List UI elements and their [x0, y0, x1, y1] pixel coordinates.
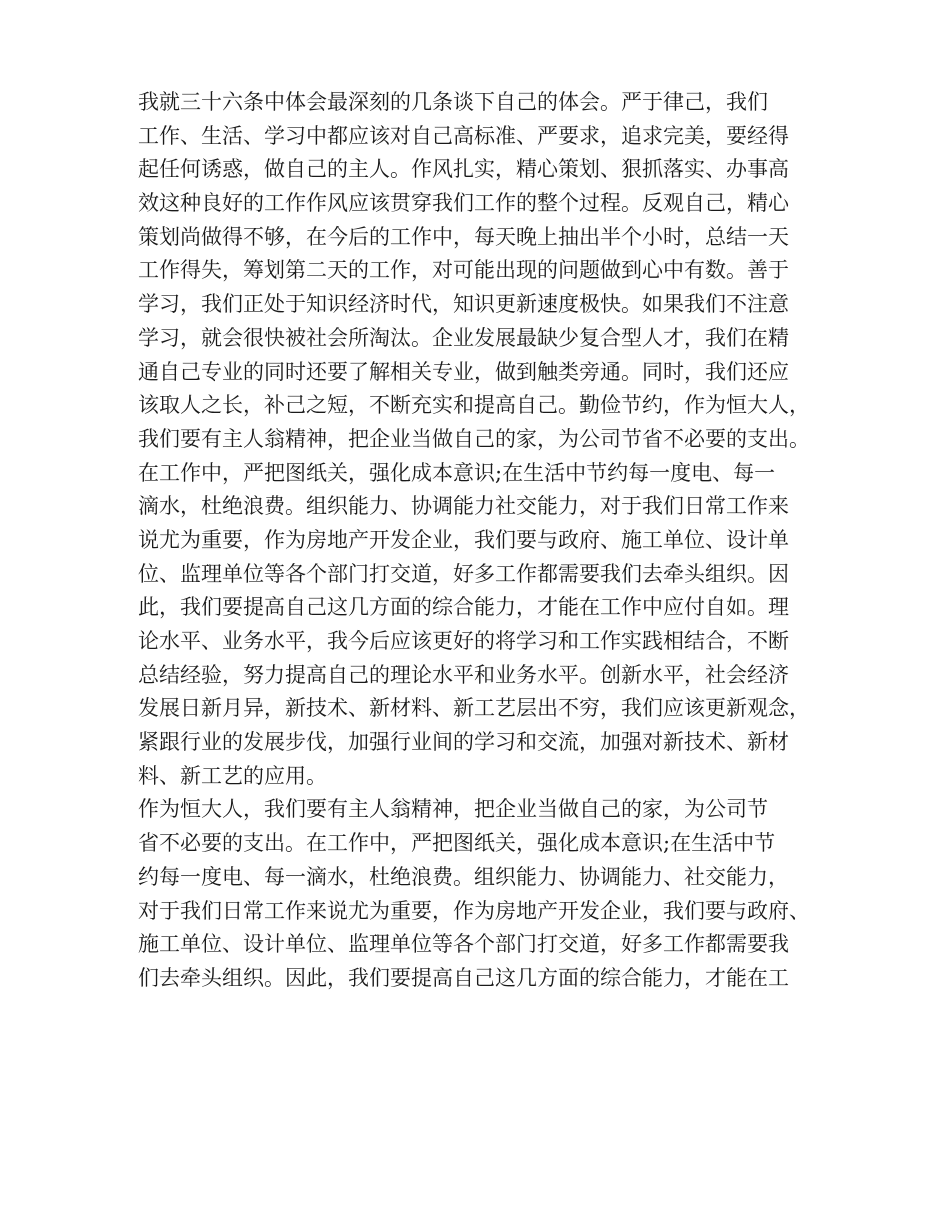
text-line: 此，我们要提高自己这几方面的综合能力，才能在工作中应付自如。理	[138, 595, 789, 620]
text-line: 通自己专业的同时还要了解相关专业，做到触类旁通。同时，我们还应	[138, 359, 789, 384]
text-line: 在工作中，严把图纸关，强化成本意识;在生活中节约每一度电、每一	[138, 460, 776, 485]
text-line: 工作、生活、学习中都应该对自己高标准、严要求，追求完美，要经得	[138, 123, 789, 148]
text-line: 们去牵头组织。因此，我们要提高自己这几方面的综合能力，才能在工	[138, 965, 789, 990]
text-line: 策划尚做得不够，在今后的工作中，每天晚上抽出半个小时，总结一天	[138, 224, 789, 249]
text-line: 滴水，杜绝浪费。组织能力、协调能力社交能力，对于我们日常工作来	[138, 494, 789, 519]
text-line: 我就三十六条中体会最深刻的几条谈下自己的体会。严于律己，我们	[138, 90, 768, 114]
paragraph-1	[138, 86, 828, 793]
text-line: 起任何诱惑，做自己的主人。作风扎实，精心策划、狠抓落实、办事高	[138, 157, 789, 182]
text-line: 紧跟行业的发展步伐，加强行业间的学习和交流，加强对新技术、新材	[138, 730, 789, 755]
text-line: 位、监理单位等各个部门打交道，好多工作都需要我们去牵头组织。因	[138, 561, 789, 586]
text-line: 总结经验，努力提高自己的理论水平和业务水平。创新水平，社会经济	[138, 662, 789, 687]
text-line: 该取人之长，补己之短，不断充实和提高自己。勤俭节约，作为恒大人，	[138, 393, 810, 418]
text-line: 学习，我们正处于知识经济时代，知识更新速度极快。如果我们不注意	[138, 292, 789, 317]
text-line: 发展日新月异，新技术、新材料、新工艺层出不穷，我们应该更新观念，	[138, 696, 810, 721]
text-line: 效这种良好的工作作风应该贯穿我们工作的整个过程。反观自己，精心	[138, 191, 789, 216]
text-line: 约每一度电、每一滴水，杜绝浪费。组织能力、协调能力、社交能力，	[138, 864, 789, 889]
paragraph-2	[138, 793, 828, 995]
text-line: 论水平、业务水平，我今后应该更好的将学习和工作实践相结合，不断	[138, 629, 789, 653]
text-line: 作为恒大人，我们要有主人翁精神，把企业当做自己的家，为公司节	[138, 797, 768, 822]
text-line: 我们要有主人翁精神，把企业当做自己的家，为公司节省不必要的支出。	[138, 426, 810, 451]
text-line: 工作得失，筹划第二天的工作，对可能出现的问题做到心中有数。善于	[138, 258, 789, 283]
text-line: 省不必要的支出。在工作中，严把图纸关，强化成本意识;在生活中节	[138, 831, 776, 856]
document-body	[138, 86, 828, 996]
text-line: 学习，就会很快被社会所淘汰。企业发展最缺少复合型人才，我们在精	[138, 325, 789, 350]
text-line: 料、新工艺的应用。	[138, 763, 327, 788]
text-line: 说尤为重要，作为房地产开发企业，我们要与政府、施工单位、设计单	[138, 527, 789, 552]
text-line: 施工单位、设计单位、监理单位等各个部门打交道，好多工作都需要我	[138, 932, 789, 957]
text-line: 对于我们日常工作来说尤为重要，作为房地产开发企业，我们要与政府、	[138, 898, 810, 923]
